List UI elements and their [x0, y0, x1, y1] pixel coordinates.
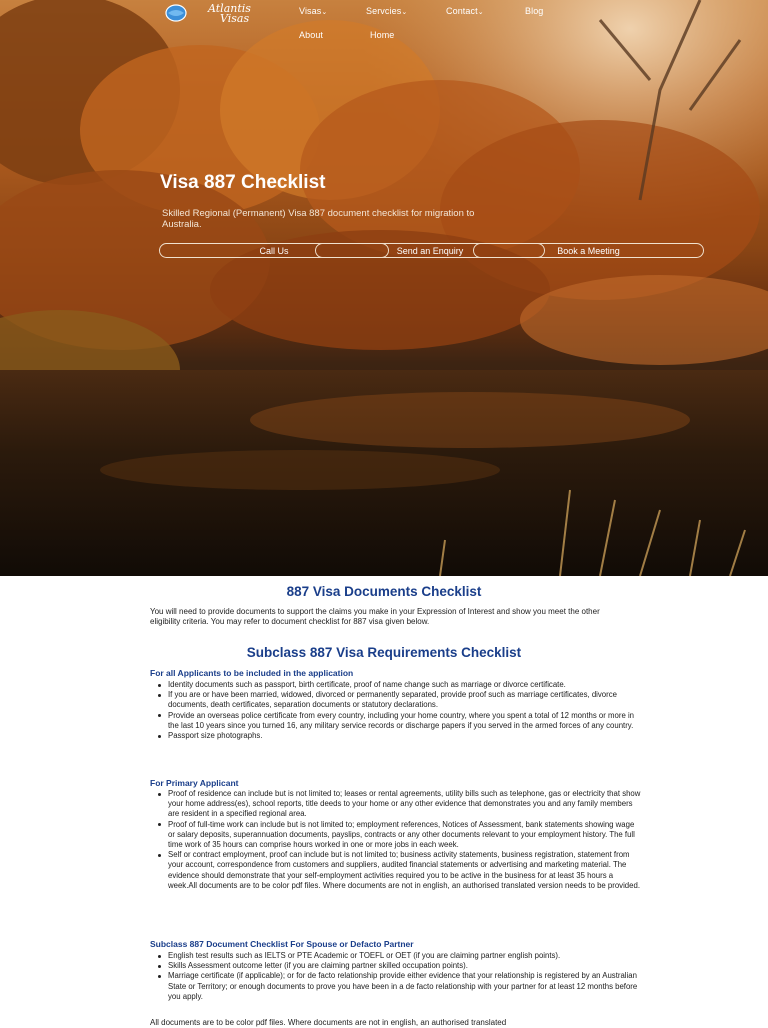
intro-paragraph: You will need to provide documents to support the claims you make in your Expression of Interest and show you meet the other eligibility criteria. You may refer to document checklist for 887 visa given below.	[150, 607, 600, 626]
list-item: Self or contract employment, proof can include but is not limited to; business activity statements, business registration, statement from your account, correspondence from customers and suppliers, audited financial statements or advertising and marketing material. The evidence should demonstrate that your self-employment activities required you to be active in the business for at least 35 hours a week.All documents are to be color pdf files. Where documents are not in english, an authorised translated version needs to be provided.	[168, 850, 643, 891]
all-applicants-list	[150, 680, 643, 741]
documents-checklist-heading: 887 Visa Documents Checklist	[286, 584, 482, 599]
nav-item-contact-label: Contact	[446, 6, 478, 16]
nav-item-blog[interactable]: Blog	[525, 6, 544, 16]
primary-applicant-list	[150, 789, 643, 891]
book-meeting-button[interactable]: Book a Meeting	[473, 243, 704, 258]
footer-note: All documents are to be color pdf files. Where documents are not in english, an authorised translated	[150, 1018, 507, 1027]
chevron-down-icon: ⌄	[401, 9, 408, 16]
call-us-button[interactable]: Call Us	[159, 243, 389, 258]
section-title-primary-applicant: For Primary Applicant	[150, 778, 239, 788]
brand-logotype[interactable]	[206, 4, 251, 24]
nav-item-services-label: Servcies	[366, 6, 402, 16]
section-title-spouse-partner: Subclass 887 Document Checklist For Spouse or Defacto Partner	[150, 939, 414, 949]
list-item: Provide an overseas police certificate from every country, including your home country, where you spent a total of 12 months or more in the last 10 years since you turned 16, any military service records or discharge papers if you served in the armed forces of any country.	[168, 711, 643, 731]
section-title-all-applicants: For all Applicants to be included in the application	[150, 668, 354, 678]
nav-item-home[interactable]: Home	[370, 30, 395, 40]
hero-subtitle: Skilled Regional (Permanent) Visa 887 document checklist for migration to Australia.	[162, 208, 475, 230]
list-item: Marriage certificate (if applicable); or for de facto relationship provide either evidence that your relationship is registered by an Australian State or Territory; or enough documents to prove you have been in a de facto relationship with your partner for at least 12 months before you apply.	[168, 971, 643, 1002]
chevron-down-icon: ⌄	[477, 9, 484, 16]
nav-item-contact[interactable]	[446, 6, 484, 16]
nav-item-visas[interactable]	[299, 6, 327, 16]
nav-item-services[interactable]	[366, 6, 407, 16]
brand-name-line2: Visas	[220, 12, 250, 25]
list-item: Proof of full-time work can include but is not limited to; employment references, Notices of Assessment, bank statements showing wage or salary deposits, superannuation documents, payslips, contracts or any other documents relevant to your employment history. The full time work of 35 hours can comprise hours worked in one or more jobs in each week.	[168, 820, 643, 851]
list-item: Identity documents such as passport, birth certificate, proof of name change such as marriage or divorce certificate.	[168, 680, 643, 690]
chevron-down-icon: ⌄	[321, 9, 328, 16]
list-item: Passport size photographs.	[168, 731, 643, 741]
page-title: Visa 887 Checklist	[160, 172, 326, 193]
nav-item-visas-label: Visas	[299, 6, 322, 16]
globe-logo-icon[interactable]	[164, 3, 188, 23]
brand-name-line1: Atlantis	[208, 2, 251, 15]
list-item: Proof of residence can include but is not limited to; leases or rental agreements, utility bills such as telephone, gas or electricity that show your home address(es), school reports, title deeds to your home or any other evidence that demonstrates you and any family members are resident in a specified regional area.	[168, 789, 643, 820]
list-item: If you are or have been married, widowed, divorced or permanently separated, provide proof such as marriage certificates, divorce documents, death certificates, separation documents or statutory declarations.	[168, 690, 643, 710]
send-enquiry-button[interactable]: Send an Enquiry	[315, 243, 545, 258]
list-item: Skills Assessment outcome letter (if you are claiming partner skilled occupation points).	[168, 961, 643, 971]
checklist-content	[0, 576, 768, 1027]
requirements-checklist-heading: Subclass 887 Visa Requirements Checklist	[246, 645, 522, 660]
spouse-partner-list	[150, 951, 643, 1002]
nav-item-about[interactable]: About	[299, 30, 324, 40]
list-item: English test results such as IELTS or PTE Academic or TOEFL or OET (if you are claiming partner english points).	[168, 951, 643, 961]
